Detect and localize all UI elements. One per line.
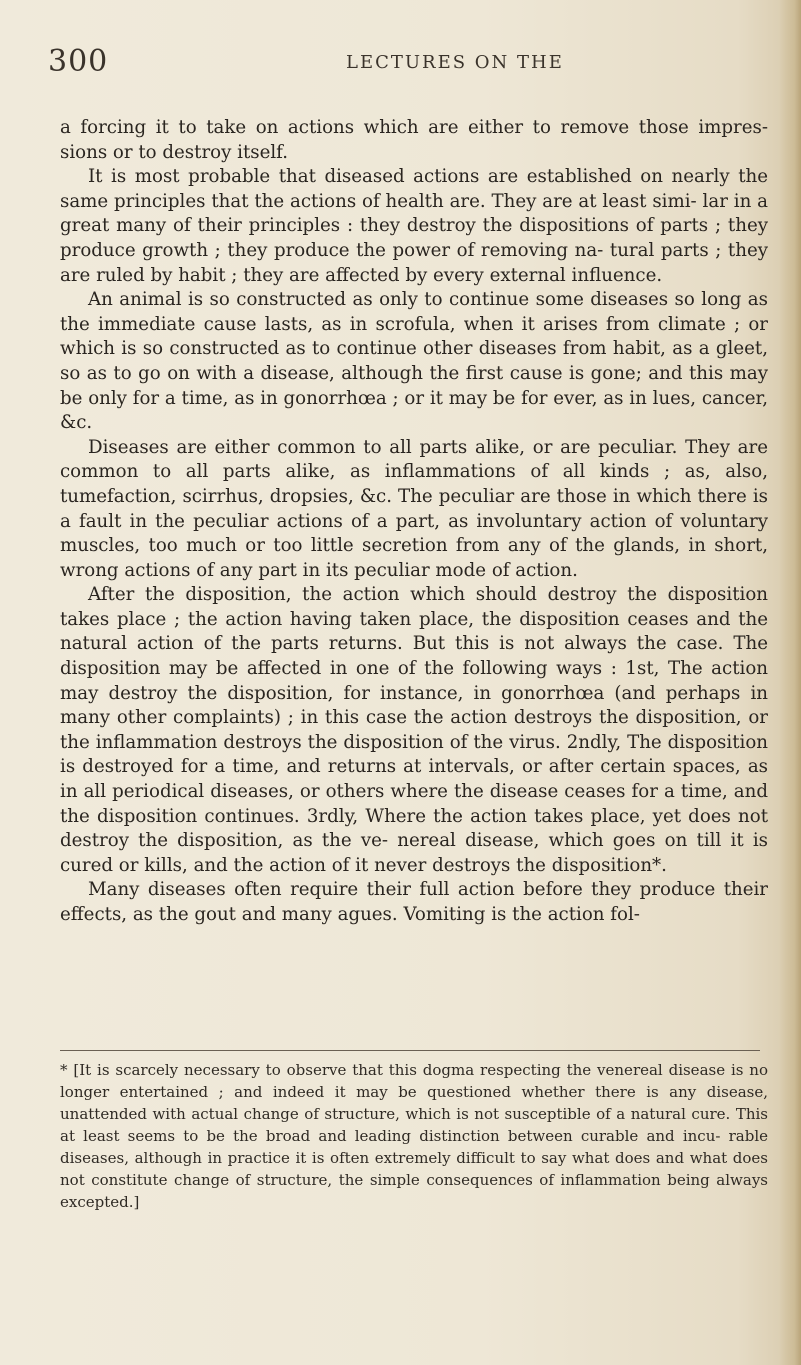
- body-text: [60, 116, 768, 928]
- paragraph: After the disposition, the action which should destroy the disposition takes place ; the action having taken place, the disposition ceases and the natural action of the parts returns. But this is not always the case. The disposition may be affected in one of the following ways : 1st, The action may destroy the disposition, for instance, in gonorrhœa (and perhaps in many other complaints) ; in this case the action destroys the disposition, or the inflammation destroys the disposition of the virus. 2ndly, The disposition is destroyed for a time, and returns at intervals, or after certain spaces, as in all periodical diseases, or others where the disease ceases for a time, and the disposition continues. 3rdly, Where the action takes place, yet does not destroy the disposition, as the ve- nereal disease, which goes on till it is cured or kills, and the action of it never destroys the disposition*.: [60, 584, 768, 876]
- footnote: * [It is scarcely necessary to observe that this dogma respecting the venereal disease is no longer entertained ; and indeed it may be questioned whether there is any disease, unattended with actual change of structure, which is not susceptible of a natural cure. This at least seems to be the broad and leading distinction between curable and incu- rable diseases, although in practice it is often extremely difficult to say what does and what does not constitute change of structure, the simple consequences of inflammation being always excepted.]: [60, 1061, 768, 1211]
- paragraph: a forcing it to take on actions which are either to remove those impres- sions or to destroy itself.: [60, 117, 768, 163]
- footnote-divider: [60, 1050, 760, 1051]
- paragraph: Diseases are either common to all parts alike, or are peculiar. They are common to all parts alike, as inflammations of all kinds ; as, also, tumefaction, scirrhus, dropsies, &c. The peculiar are those in which there is a fault in the peculiar actions of a part, as involuntary action of voluntary muscles, too much or too little secretion from any of the glands, in short, wrong actions of any part in its peculiar mode of action.: [60, 436, 768, 581]
- running-head: LECTURES ON THE: [346, 52, 564, 73]
- page-number: 300: [48, 44, 109, 79]
- paragraph: It is most probable that diseased actions are established on nearly the same principles that the actions of health are. They are at least simi- lar in a great many of their principles : they destroy the dispositions of parts ; they produce growth ; they produce the power of removing na- tural parts ; they are ruled by habit ; they are affected by every external influence.: [60, 166, 768, 286]
- page-header: [48, 44, 768, 94]
- page-edge-shadow: [779, 0, 801, 1365]
- paragraph: An animal is so constructed as only to continue some diseases so long as the immediate cause lasts, as in scrofula, when it arises from climate ; or which is so constructed as to continue other diseases from habit, as a gleet, so as to go on with a disease, although the first cause is gone; and this may be only for a time, as in gonorrhœa ; or it may be for ever, as in lues, cancer, &c.: [60, 289, 768, 434]
- paragraph: Many diseases often require their full action before they produce their effects, as the gout and many agues. Vomiting is the action fol-: [60, 879, 768, 925]
